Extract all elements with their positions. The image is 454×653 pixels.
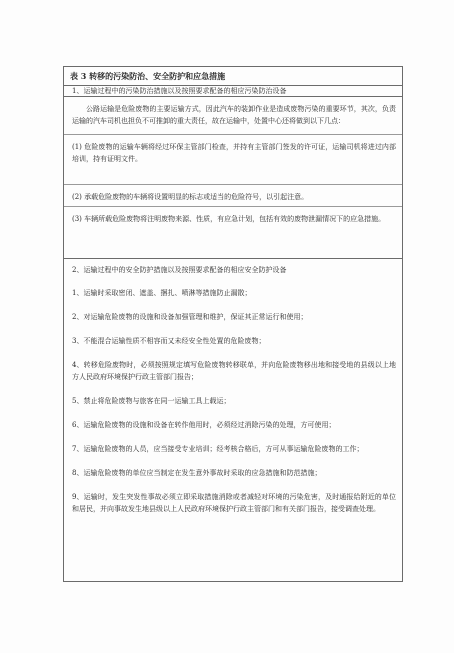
- table-row: [64, 135, 402, 185]
- section2-item-9: 9、运输时，发生突发性事故必须立即采取措施消除或者减轻对环境的污染危害，及时通报给附近的单位和居民，并向事故发生地县级以上人民政府环境保护行政主管部门和有关部门报告，接受调查处理。: [72, 493, 396, 513]
- section1-intro: 公路运输是危险废物的主要运输方式，因此汽车的装卸作业是造成废物污染的重要环节，其次，负责运输的汽车司机也担负不可推卸的重大责任，故在运输中，处置中心还将做到以下几点：: [72, 105, 396, 125]
- section2-item-6: 6、运输危险废物的设施和设备在转作他用时，必须经过消除污染的处理，方可使用；: [72, 421, 336, 429]
- section-pollution-prevention: [64, 86, 402, 259]
- section2-item-3: 3、不能混合运输性质不相容而又未经安全性处置的危险废物；: [72, 337, 266, 345]
- section1-item-2: (2) 承载危险废物的车辆将设置明显的标志或适当的危险符号，以引起注意。: [72, 193, 309, 201]
- section1-item-3: (3) 车辆所载危险废物将注明废物来源、性质，有应急计划，包括有效的废物泄漏情况下的应急措施。: [72, 215, 386, 223]
- table-title: 表 3 转移的污染防治、安全防护和应急措施: [64, 67, 402, 86]
- section1-item-1: (1) 危险废物的运输车辆将经过环保主管部门检查，并持有主管部门签发的许可证，运输司机将进过内部培训，持有证明文件。: [72, 143, 396, 163]
- section2-item-5: 5、禁止将危险废物与旅客在同一运输工具上载运；: [72, 397, 231, 405]
- section2-item-4: 4、转移危险废物时，必须按照规定填写危险废物转移联单，并向危险废物移出地和接受地的县级以上地方人民政府环境保护行政主管部门报告；: [72, 361, 396, 381]
- measures-table: [63, 66, 403, 582]
- section-safety-protection: [64, 259, 402, 581]
- section2-item-1: 1、运输时采取密闭、遮盖、捆扎、喷淋等措施防止漏散；: [72, 289, 252, 297]
- table-row: [64, 97, 402, 135]
- section2-item-2: 2、对运输危险废物的设施和设备加强管理和维护，保证其正常运行和使用；: [72, 313, 308, 321]
- table-row: [64, 207, 402, 249]
- table-row: [64, 185, 402, 207]
- section2-heading: 2、运输过程中的安全防护措施以及按照要求配备的相应安全防护设备: [72, 266, 287, 274]
- section2-item-7: 7、运输危险废物的人员，应当接受专业培训；经考核合格后，方可从事运输危险废物的工作；: [72, 445, 364, 453]
- section1-heading: 1、运输过程中的污染防治措施以及按照要求配备的相应污染防治设备: [64, 86, 402, 97]
- section2-item-8: 8、运输危险废物的单位应当制定在发生意外事故时采取的应急措施和防范措施；: [72, 469, 322, 477]
